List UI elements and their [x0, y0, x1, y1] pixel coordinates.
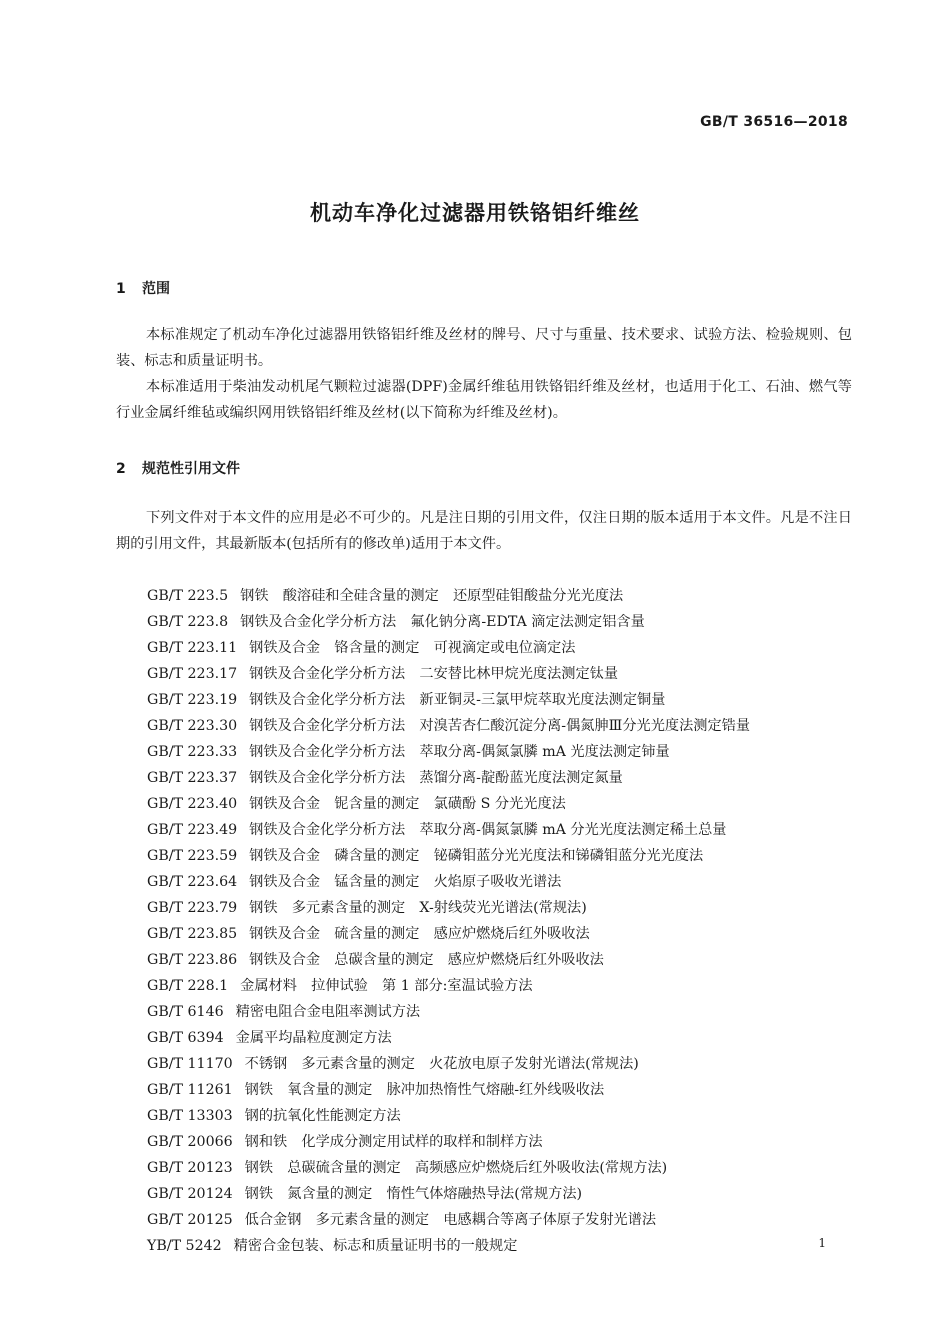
reference-code: GB/T 11170	[147, 1056, 233, 1072]
section-1-title: 范围	[142, 281, 170, 297]
reference-item	[147, 921, 750, 947]
reference-title: 钢铁及合金 总碳含量的测定 感应炉燃烧后红外吸收法	[249, 952, 604, 968]
reference-title: 钢铁及合金化学分析方法 对溴苦杏仁酸沉淀分离-偶氮胂Ⅲ分光光度法测定锆量	[249, 718, 751, 734]
reference-item	[147, 1181, 750, 1207]
reference-item	[147, 1129, 750, 1155]
reference-item	[147, 713, 750, 739]
reference-item	[147, 1103, 750, 1129]
reference-title: 钢铁及合金 硫含量的测定 感应炉燃烧后红外吸收法	[249, 926, 590, 942]
references-intro: 下列文件对于本文件的应用是必不可少的。凡是注日期的引用文件，仅注日期的版本适用于本文件。凡是不注日期的引用文件，其最新版本(包括所有的修改单)适用于本文件。	[116, 510, 852, 552]
section-2-number: 2	[116, 461, 126, 477]
reference-code: GB/T 223.86	[147, 952, 238, 968]
reference-item	[147, 661, 750, 687]
reference-item	[147, 869, 750, 895]
reference-item	[147, 739, 750, 765]
reference-code: GB/T 223.79	[147, 900, 238, 916]
reference-title: 钢铁及合金化学分析方法 氟化钠分离-EDTA 滴定法测定铝含量	[240, 614, 645, 630]
reference-code: GB/T 223.8	[147, 614, 229, 630]
reference-item	[147, 1207, 750, 1233]
reference-title: 钢铁及合金化学分析方法 蒸馏分离-靛酚蓝光度法测定氮量	[249, 770, 623, 786]
reference-item	[147, 1155, 750, 1181]
reference-code: GB/T 223.19	[147, 692, 238, 708]
reference-title: 钢铁 酸溶硅和全硅含量的测定 还原型硅钼酸盐分光光度法	[240, 588, 624, 604]
reference-item	[147, 765, 750, 791]
reference-title: 钢铁 氮含量的测定 惰性气体熔融热导法(常规方法)	[244, 1186, 583, 1202]
reference-code: GB/T 20066	[147, 1134, 233, 1150]
reference-title: 低合金钢 多元素含量的测定 电感耦合等离子体原子发射光谱法	[244, 1212, 657, 1228]
section-2-title: 规范性引用文件	[142, 461, 240, 477]
reference-code: GB/T 223.30	[147, 718, 238, 734]
reference-title: 钢铁及合金化学分析方法 萃取分离-偶氮氯膦 mA 分光光度法测定稀土总量	[249, 822, 727, 838]
reference-title: 钢铁及合金 铬含量的测定 可视滴定或电位滴定法	[249, 640, 576, 656]
reference-title: 钢铁及合金 铌含量的测定 氯磺酚 S 分光光度法	[249, 796, 566, 812]
reference-list	[147, 583, 750, 1259]
reference-title: 金属材料 拉伸试验 第 1 部分:室温试验方法	[240, 978, 533, 994]
reference-code: GB/T 223.5	[147, 588, 229, 604]
reference-title: 精密合金包装、标志和质量证明书的一般规定	[233, 1238, 518, 1254]
reference-code: GB/T 6394	[147, 1030, 224, 1046]
reference-item	[147, 1051, 750, 1077]
reference-code: GB/T 223.49	[147, 822, 238, 838]
section-1-heading	[116, 278, 170, 298]
reference-item	[147, 843, 750, 869]
reference-title: 不锈钢 多元素含量的测定 火花放电原子发射光谱法(常规法)	[244, 1056, 639, 1072]
reference-item	[147, 791, 750, 817]
reference-code: GB/T 223.40	[147, 796, 238, 812]
reference-item	[147, 973, 750, 999]
scope-paragraph-2: 本标准适用于柴油发动机尾气颗粒过滤器(DPF)金属纤维毡用铁铬铝纤维及丝材，也适用于化工、石油、燃气等行业金属纤维毡或编织网用铁铬铝纤维及丝材(以下简称为纤维及丝材)。	[116, 379, 852, 421]
reference-item	[147, 817, 750, 843]
reference-item	[147, 687, 750, 713]
reference-title: 钢和铁 化学成分测定用试样的取样和制样方法	[244, 1134, 543, 1150]
reference-title: 精密电阻合金电阻率测试方法	[235, 1004, 421, 1020]
reference-code: GB/T 223.64	[147, 874, 238, 890]
reference-title: 钢铁及合金化学分析方法 萃取分离-偶氮氯膦 mA 光度法测定铈量	[249, 744, 670, 760]
reference-code: GB/T 223.11	[147, 640, 238, 656]
reference-item	[147, 609, 750, 635]
reference-code: GB/T 20123	[147, 1160, 233, 1176]
reference-code: GB/T 20124	[147, 1186, 233, 1202]
reference-item	[147, 635, 750, 661]
reference-item	[147, 1077, 750, 1103]
reference-item	[147, 895, 750, 921]
reference-code: GB/T 11261	[147, 1082, 233, 1098]
reference-title: 钢铁及合金 磷含量的测定 铋磷钼蓝分光光度法和锑磷钼蓝分光光度法	[249, 848, 704, 864]
document-title: 机动车净化过滤器用铁铬铝纤维丝	[310, 201, 640, 225]
reference-code: GB/T 223.37	[147, 770, 238, 786]
reference-item	[147, 947, 750, 973]
section-1-number: 1	[116, 281, 126, 297]
reference-code: GB/T 223.85	[147, 926, 238, 942]
reference-item	[147, 1025, 750, 1051]
reference-title: 钢铁 氧含量的测定 脉冲加热惰性气熔融-红外线吸收法	[244, 1082, 605, 1098]
reference-title: 钢铁 多元素含量的测定 X-射线荧光光谱法(常规法)	[249, 900, 587, 916]
scope-paragraph-1: 本标准规定了机动车净化过滤器用铁铬铝纤维及丝材的牌号、尺寸与重量、技术要求、试验方法、检验规则、包装、标志和质量证明书。	[116, 327, 852, 369]
reference-code: GB/T 20125	[147, 1212, 233, 1228]
reference-title: 金属平均晶粒度测定方法	[235, 1030, 392, 1046]
standard-code: GB/T 36516—2018	[700, 114, 848, 130]
reference-code: GB/T 228.1	[147, 978, 229, 994]
reference-code: YB/T 5242	[147, 1238, 222, 1254]
reference-item	[147, 1233, 750, 1259]
reference-code: GB/T 223.33	[147, 744, 238, 760]
page-number: 1	[818, 1236, 826, 1250]
section-2-heading	[116, 458, 240, 478]
reference-title: 钢铁 总碳硫含量的测定 高频感应炉燃烧后红外吸收法(常规方法)	[244, 1160, 668, 1176]
reference-title: 钢铁及合金 锰含量的测定 火焰原子吸收光谱法	[249, 874, 562, 890]
reference-code: GB/T 13303	[147, 1108, 233, 1124]
reference-title: 钢铁及合金化学分析方法 新亚铜灵-三氯甲烷萃取光度法测定铜量	[249, 692, 666, 708]
reference-title: 钢铁及合金化学分析方法 二安替比林甲烷光度法测定钛量	[249, 666, 619, 682]
reference-code: GB/T 6146	[147, 1004, 224, 1020]
reference-item	[147, 583, 750, 609]
reference-code: GB/T 223.17	[147, 666, 238, 682]
reference-item	[147, 999, 750, 1025]
reference-title: 钢的抗氧化性能测定方法	[244, 1108, 401, 1124]
reference-code: GB/T 223.59	[147, 848, 238, 864]
